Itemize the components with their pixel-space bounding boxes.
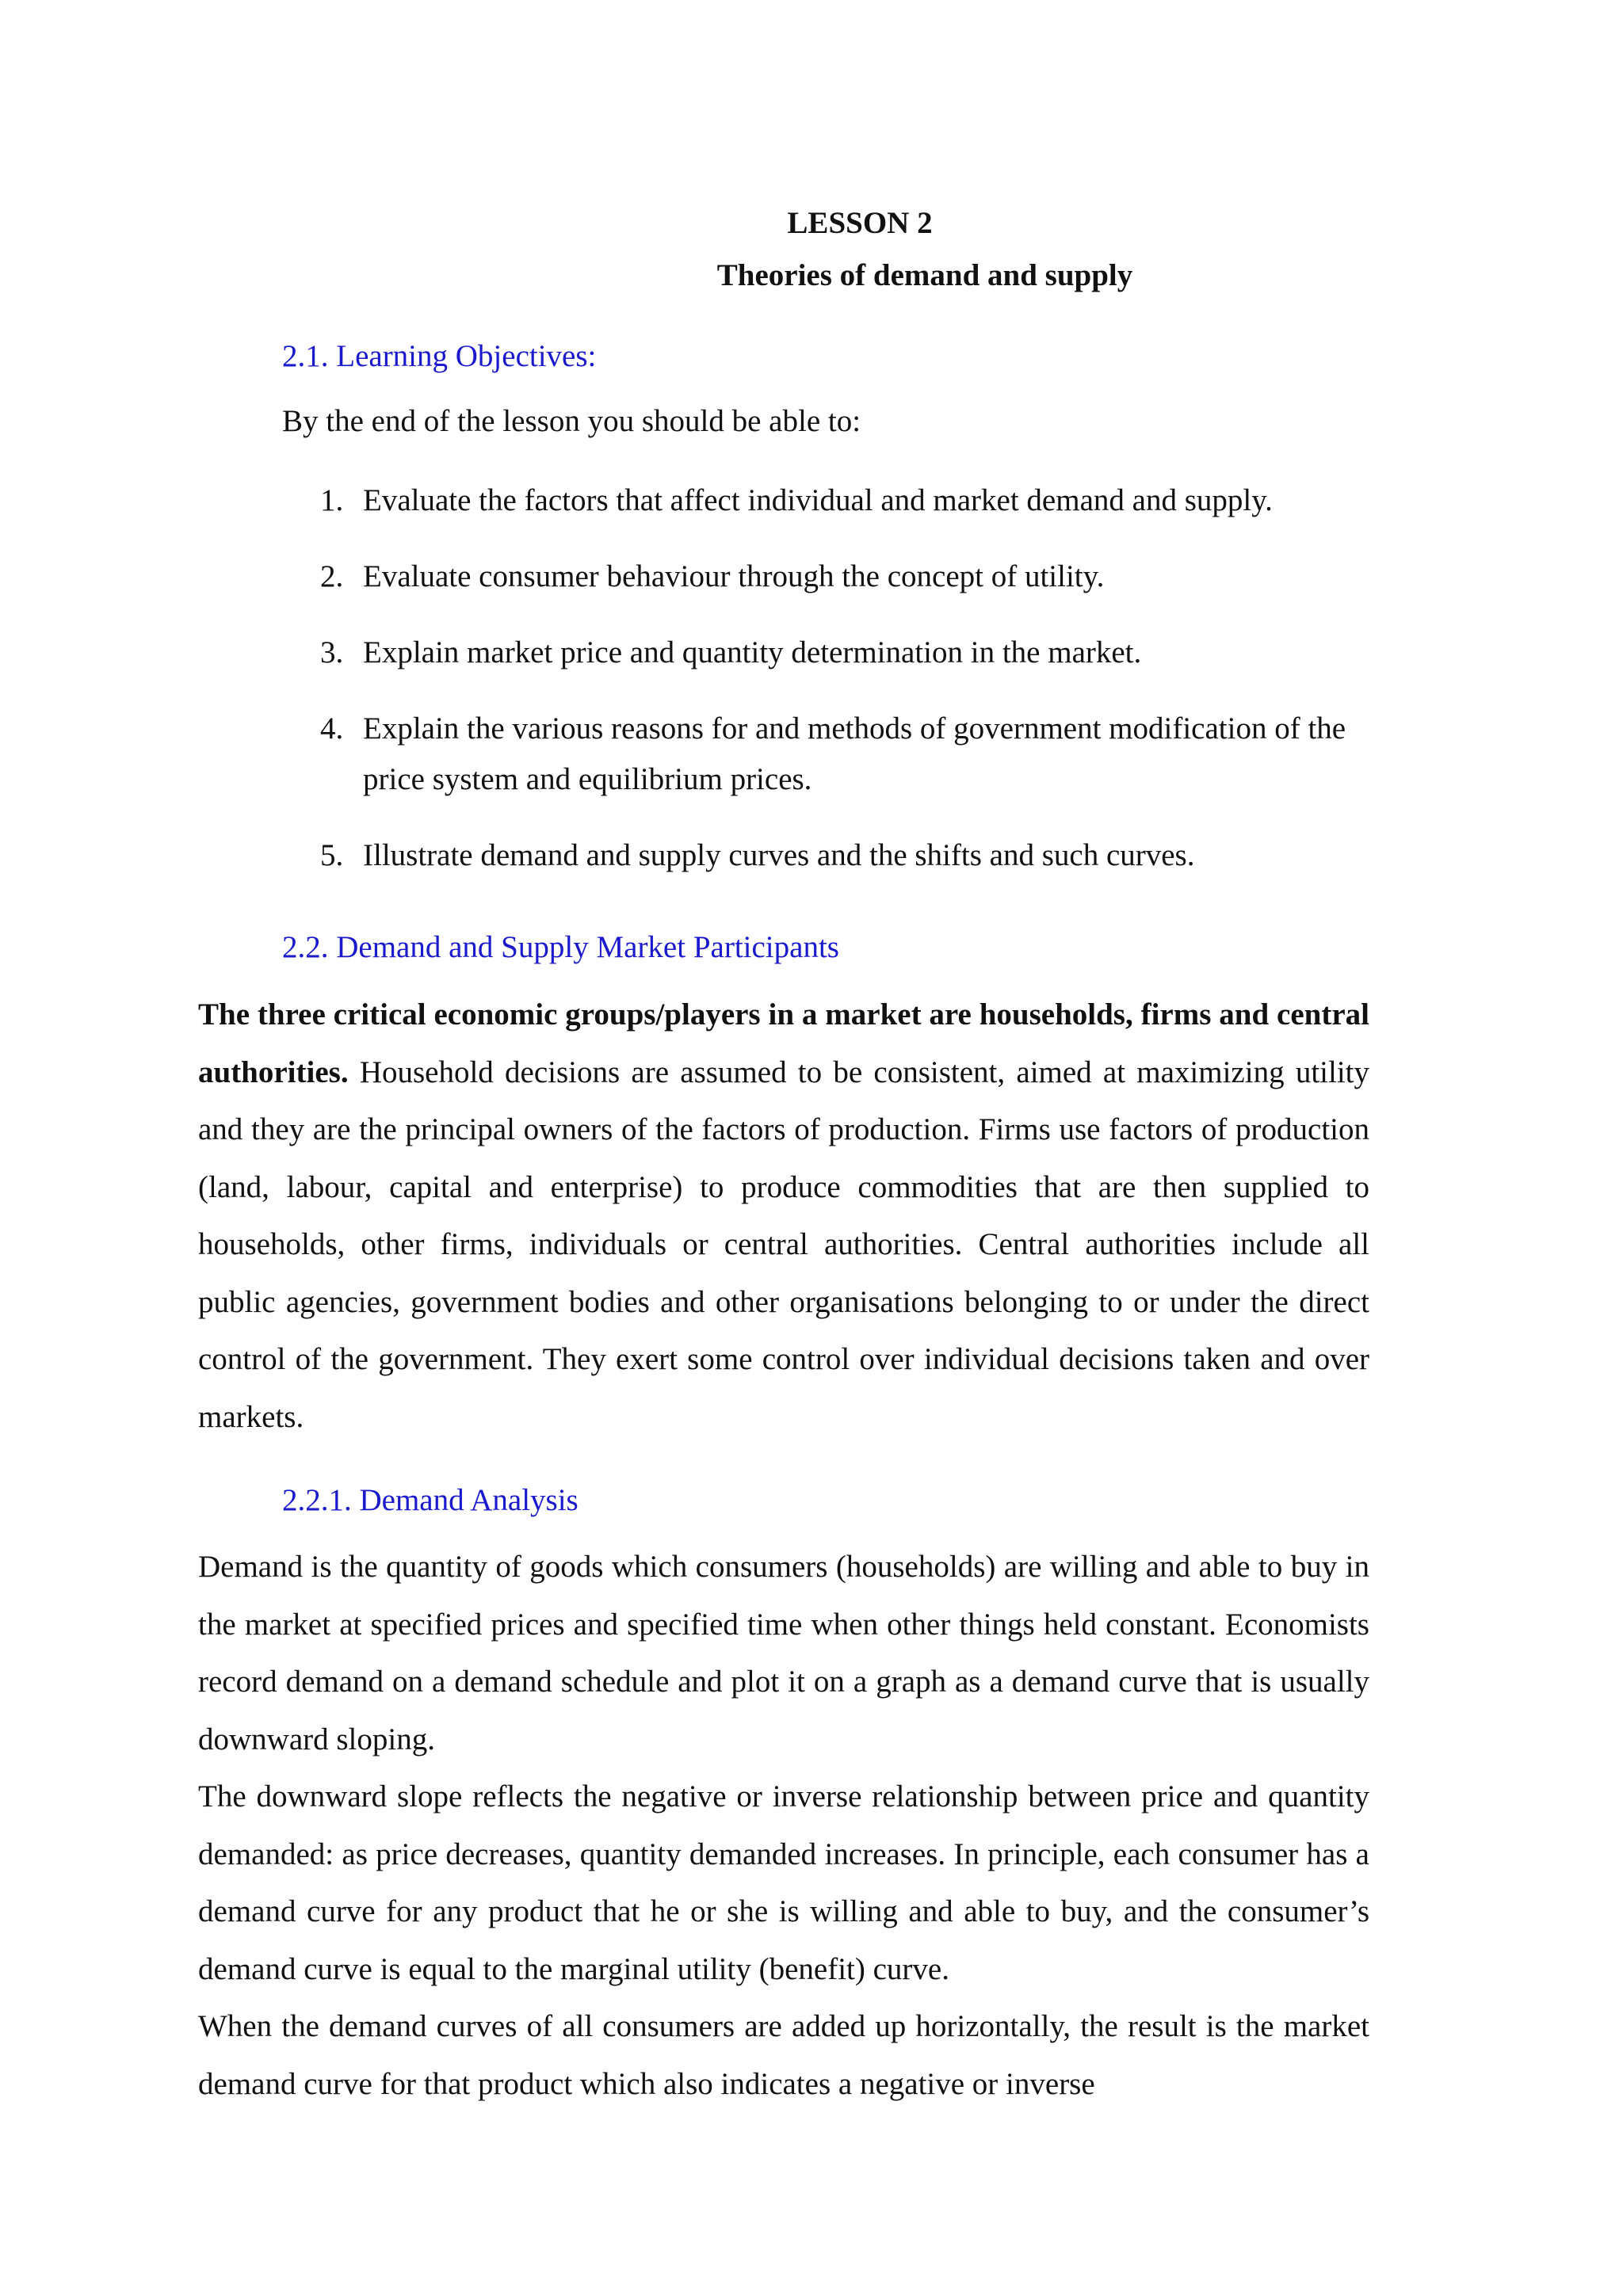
list-item-number: 5. [320,838,344,872]
lesson-title: Theories of demand and supply [716,258,1133,292]
demand-analysis-heading: 2.2.1. Demand Analysis [282,1483,579,1517]
objectives-list [320,475,1374,906]
list-item [320,704,1374,805]
market-demand-paragraph: When the demand curves of all consumers are added up horizontally, the result is the market demand curve for that product which also indicates a negative or inverse [198,2009,1369,2101]
objectives-intro: By the end of the lesson you should be able to: [282,404,861,438]
market-participants-heading: 2.2. Demand and Supply Market Participants [282,930,839,964]
list-item-text: Explain the various reasons for and methods of government modification of the price system and equilibrium prices. [363,711,1346,796]
learning-objectives-heading: 2.1. Learning Objectives: [282,339,597,373]
demand-definition-paragraph: Demand is the quantity of goods which consumers (households) are willing and able to buy in the market at specified prices and specified time when other things held constant. Economists record demand on a demand schedule and plot it on a graph as a demand curve that is usually downward sloping. [198,1550,1369,1756]
list-item-number: 2. [320,559,344,593]
list-item [320,551,1374,602]
list-item-text: Illustrate demand and supply curves and the shifts and such curves. [363,838,1195,872]
list-item [320,627,1374,678]
paragraph-body: Household decisions are assumed to be consistent, aimed at maximizing utility and they are the principal owners of the factors of production. Firms use factors of production (land, labour, capital and enterprise) to produce commodities that are then supplied to households, other firms, individuals or central authorities. Central authorities include all public agencies, government bodies and other organisations belonging to or under the direct control of the government. They exert some control over individual decisions taken and over markets. [198,1055,1369,1434]
market-participants-paragraph [198,986,1369,1446]
downward-slope-paragraph: The downward slope reflects the negative or inverse relationship between price and quantity demanded: as price decreases, quantity demanded increases. In principle, each consumer has a demand curve for any product that he or she is willing and able to buy, and the consumer’s demand curve is equal to the marginal utility (benefit) curve. [198,1779,1369,1986]
list-item-text: Evaluate the factors that affect individual and market demand and supply. [363,483,1273,517]
list-item-text: Evaluate consumer behaviour through the concept of utility. [363,559,1105,593]
lesson-number: LESSON 2 [787,206,933,240]
list-item [320,830,1374,881]
bold-lead-sentence: The three critical economic groups/players in a market are households, firms and central authorities. [198,997,1369,1089]
list-item-number: 4. [320,711,344,746]
list-item [320,475,1374,526]
list-item-number: 3. [320,635,344,669]
list-item-number: 1. [320,483,344,517]
list-item-text: Explain market price and quantity determination in the market. [363,635,1142,669]
